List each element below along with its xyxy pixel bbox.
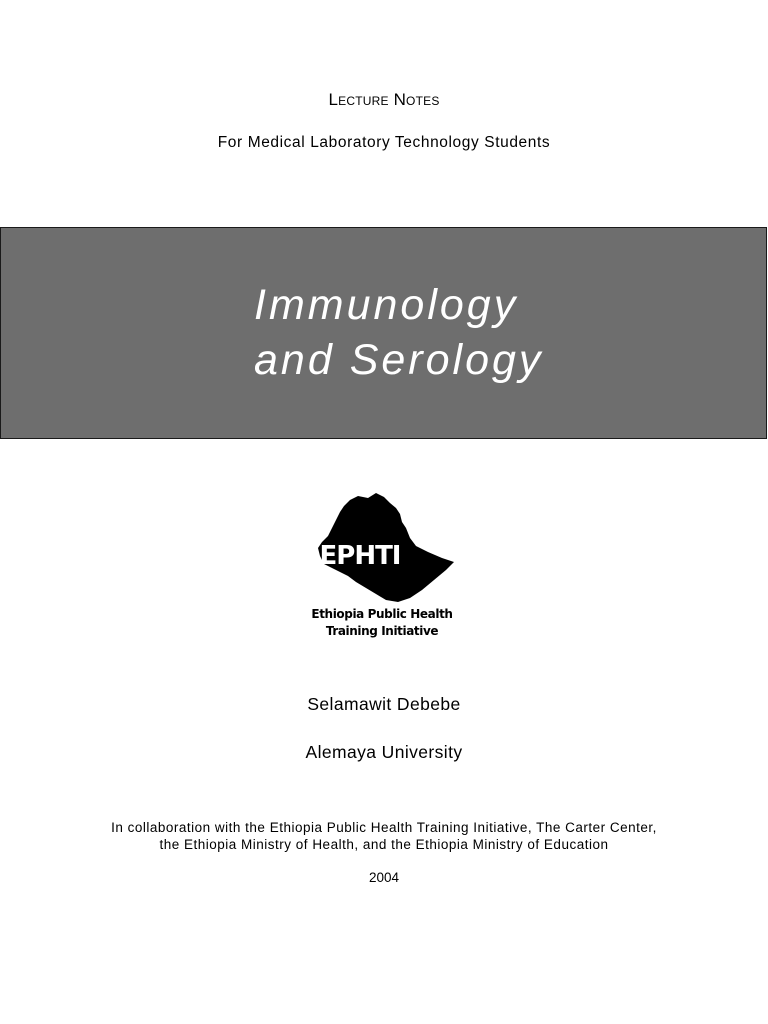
logo-name-line-1: Ethiopia Public Health: [311, 607, 453, 621]
subtitle: For Medical Laboratory Technology Students: [217, 134, 551, 151]
logo-acronym: EPHTI: [319, 541, 401, 571]
series-title: Lecture Notes: [328, 90, 440, 109]
document-title: [254, 278, 543, 388]
author-name: Selamawit Debebe: [307, 694, 461, 714]
title-line-1: Immunology: [254, 281, 519, 329]
logo-name-line-2: Training Initiative: [325, 624, 439, 638]
collaboration-line-2: the Ethiopia Ministry of Health, and the Ethiopia Ministry of Education: [159, 837, 609, 852]
ethiopia-map-logo-icon: [310, 490, 460, 645]
affiliation: Alemaya University: [305, 742, 463, 762]
publication-year: 2004: [368, 870, 400, 885]
collaboration-line-1: In collaboration with the Ethiopia Public Health Training Initiative, The Carter Center,: [111, 820, 657, 835]
title-line-2: and Serology: [254, 336, 544, 384]
collaboration-statement: [0, 819, 768, 853]
